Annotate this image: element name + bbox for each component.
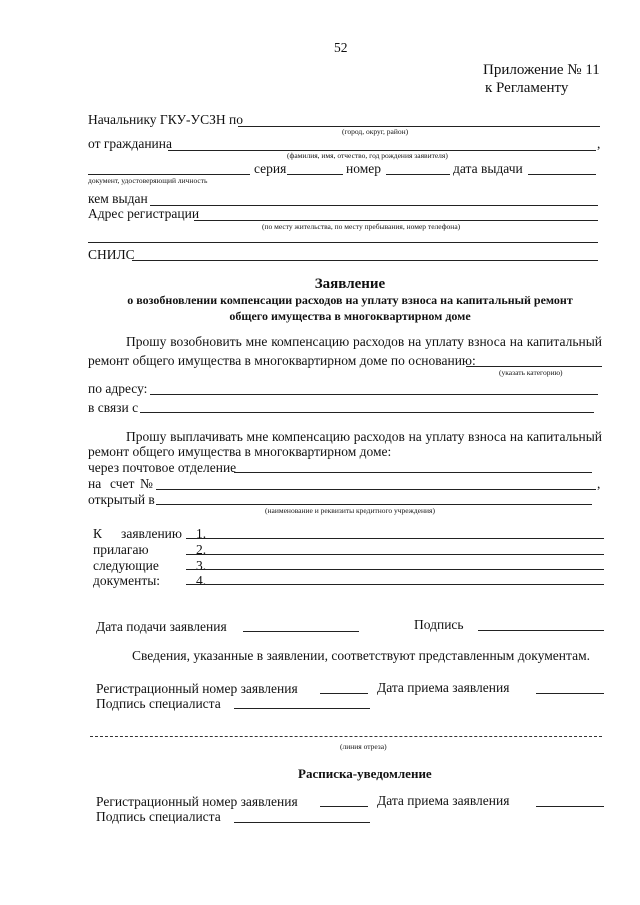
issue-date-label: дата выдачи [453, 161, 523, 176]
account-label-b: счет [110, 476, 135, 491]
request-payment-line-1: Прошу выплачивать мне компенсацию расходов на уплату взноса на капитальный [126, 429, 602, 444]
receive-date-field[interactable] [536, 693, 604, 694]
attachments-label-a: К [93, 526, 103, 541]
account-number-field[interactable] [156, 489, 596, 490]
account-label-c: № [140, 476, 153, 491]
receipt-reg-number-label: Регистрационный номер заявления [96, 794, 298, 809]
reg-number-label: Регистрационный номер заявления [96, 681, 298, 696]
receipt-reg-number-field[interactable] [320, 806, 368, 807]
id-document-hint: документ, удостоверяющий личность [88, 176, 208, 185]
from-citizen-label: от гражданина [88, 136, 172, 151]
at-address-label: по адресу: [88, 381, 148, 396]
attachment-field-3[interactable] [186, 569, 604, 570]
series-label: серия [254, 161, 287, 176]
attachments-label-2: прилагаю [93, 542, 149, 557]
opened-in-label: открытый в [88, 492, 155, 507]
issued-by-label: кем выдан [88, 191, 148, 206]
receipt-specialist-signature-field[interactable] [234, 822, 370, 823]
appendix-reference: к Регламенту [485, 80, 569, 96]
attachment-number-3: 3. [196, 558, 207, 573]
snils-label: СНИЛС [88, 247, 135, 262]
document-subtitle-1: о возобновлении компенсации расходов на уплату взноса на капитальный ремонт [127, 293, 573, 307]
cut-line [90, 736, 602, 737]
document-title: Заявление [314, 276, 386, 292]
to-head-label: Начальнику ГКУ-УСЗН по [88, 112, 243, 127]
citizen-hint: (фамилия, имя, отчество, год рождения заявителя) [287, 151, 448, 160]
department-hint: (город, округ, район) [342, 127, 409, 136]
signature-field[interactable] [478, 630, 604, 631]
attachments-label-4: документы: [93, 573, 161, 588]
request-resume-line-2: ремонт общего имущества в многоквартирном доме по основанию: [88, 353, 476, 368]
attachment-number-2: 2. [196, 542, 207, 557]
category-field[interactable] [466, 366, 602, 367]
receipt-receive-date-field[interactable] [536, 806, 604, 807]
attachment-number-1: 1. [196, 526, 207, 541]
signature-label: Подпись [414, 617, 464, 632]
department-field[interactable] [238, 126, 600, 127]
attachment-field-2[interactable] [186, 554, 604, 555]
issue-date-field[interactable] [528, 174, 596, 175]
receipt-title: Расписка-уведомление [298, 766, 432, 781]
issued-by-field[interactable] [150, 205, 598, 206]
id-document-field[interactable] [88, 174, 250, 175]
address-hint: (по месту жительства, по месту пребывания, номер телефона) [262, 222, 461, 231]
address-field[interactable] [150, 394, 598, 395]
bank-hint: (наименование и реквизиты кредитного учреждения) [265, 506, 435, 515]
page-number: 52 [334, 40, 348, 55]
bank-field[interactable] [156, 504, 592, 505]
category-hint: (указать категорию) [499, 368, 563, 377]
attachment-field-1[interactable] [186, 538, 604, 539]
document-subtitle-2: общего имущества в многоквартирном доме [229, 309, 471, 323]
number-label: номер [346, 161, 382, 176]
reg-address-label: Адрес регистрации [88, 206, 200, 221]
due-to-label: в связи с [88, 400, 139, 415]
receipt-receive-date-label: Дата приема заявления [377, 793, 510, 808]
submission-date-field[interactable] [243, 631, 359, 632]
series-field[interactable] [287, 174, 343, 175]
account-comma: , [597, 476, 601, 491]
post-office-label: через почтовое отделение [88, 460, 237, 475]
submission-date-label: Дата подачи заявления [96, 619, 227, 634]
appendix-label: Приложение № 11 [483, 62, 600, 78]
confirmation-text: Сведения, указанные в заявлении, соответствуют представленным документам. [132, 648, 590, 663]
attachments-label-b: заявлению [121, 526, 182, 541]
reg-number-field[interactable] [320, 693, 368, 694]
request-resume-line-1: Прошу возобновить мне компенсацию расходов на уплату взноса на капитальный [126, 334, 602, 349]
reg-address-field-2[interactable] [88, 242, 598, 243]
citizen-comma: , [597, 136, 601, 151]
cut-line-label: (линия отреза) [340, 742, 387, 751]
reason-field[interactable] [140, 412, 594, 413]
specialist-signature-label: Подпись специалиста [96, 696, 221, 711]
receipt-specialist-signature-label: Подпись специалиста [96, 809, 221, 824]
receive-date-label: Дата приема заявления [377, 680, 510, 695]
reg-address-field[interactable] [194, 220, 598, 221]
request-payment-line-2: ремонт общего имущества в многоквартирном доме: [88, 444, 392, 459]
attachments-label-3: следующие [93, 558, 159, 573]
snils-field[interactable] [132, 260, 598, 261]
number-field[interactable] [386, 174, 450, 175]
attachment-field-4[interactable] [186, 584, 604, 585]
account-label-a: на [88, 476, 102, 491]
post-office-field[interactable] [234, 472, 592, 473]
specialist-signature-field[interactable] [234, 708, 370, 709]
attachment-number-4: 4. [196, 573, 207, 588]
